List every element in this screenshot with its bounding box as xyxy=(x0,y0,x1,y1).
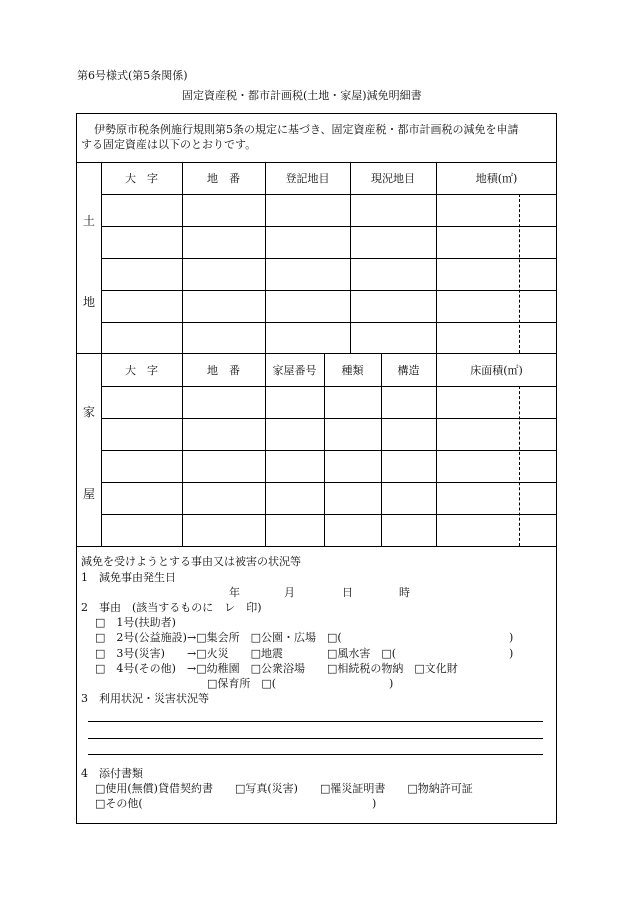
section-3-label: 3 利用状況・災害状況等 xyxy=(81,692,209,705)
date-day-label: 日 xyxy=(342,586,353,599)
section-4-label: 4 添付書類 xyxy=(81,767,143,780)
date-hour-label: 時 xyxy=(399,586,410,599)
land-row-rule xyxy=(101,226,557,227)
reason-item-1: □ 1号(扶助者) xyxy=(95,616,176,629)
house-side-label-top: 家 xyxy=(82,405,95,419)
house-row-rule xyxy=(101,482,557,483)
reason-item-2-close: ) xyxy=(509,631,514,644)
land-row-rule xyxy=(101,322,557,323)
land-side-label-bottom: 地 xyxy=(82,295,95,309)
house-side-label-bottom: 屋 xyxy=(82,487,95,501)
section-1-label: 1 減免事由発生日 xyxy=(81,571,176,584)
writing-line xyxy=(88,721,543,722)
reason-item-4-continued: □保育所 □( xyxy=(207,677,277,690)
reason-item-3: □ 3号(災害) →□火災 □地震 □風水害 □( xyxy=(95,647,397,660)
intro-line-1: 伊勢原市税条例施行規則第5条の規定に基づき、固定資産税・都市計画税の減免を申請 xyxy=(94,123,519,136)
land-header-current-category: 現況地目 xyxy=(371,172,415,185)
date-month-label: 月 xyxy=(284,586,295,599)
document-title: 固定資産税・都市計画税(土地・家屋)減免明細書 xyxy=(182,89,422,102)
reason-item-4-close: ) xyxy=(389,677,394,690)
house-header-house-number: 家屋番号 xyxy=(272,364,317,377)
house-row-rule xyxy=(101,450,557,451)
house-header-chiban: 地 番 xyxy=(207,364,240,377)
land-area-decimal-divider xyxy=(519,194,520,353)
reason-item-3-close: ) xyxy=(509,647,514,660)
attachments-other-close: ) xyxy=(372,797,377,810)
form-frame xyxy=(76,113,557,824)
form-number-label: 第6号様式(第5条関係) xyxy=(77,69,188,82)
date-year-label: 年 xyxy=(229,586,240,599)
reason-item-4: □ 4号(その他) →□幼稚園 □公衆浴場 □相続税の物納 □文化財 xyxy=(95,662,458,675)
land-side-label-top: 土 xyxy=(82,214,95,228)
land-header-rule xyxy=(101,194,557,195)
attachments-other: □その他( xyxy=(95,797,143,810)
house-header-kind: 種類 xyxy=(341,364,364,377)
land-row-rule xyxy=(101,258,557,259)
attachments-line-1: □使用(無償)貸借契約書 □写真(災害) □罹災証明書 □物納許可証 xyxy=(95,782,473,795)
reason-heading: 減免を受けようとする事由又は被害の状況等 xyxy=(81,555,301,568)
land-top-border xyxy=(76,162,557,163)
house-header-structure: 構造 xyxy=(397,364,420,377)
writing-line xyxy=(88,738,543,739)
house-row-rule xyxy=(101,514,557,515)
land-header-chiban: 地 番 xyxy=(207,172,240,185)
land-header-registered-category: 登記地目 xyxy=(285,172,330,185)
land-row-rule xyxy=(101,290,557,291)
intro-line-2: する固定資産は以下のとおりです。 xyxy=(81,138,257,151)
writing-line xyxy=(88,754,543,755)
land-header-oaza: 大 字 xyxy=(125,172,158,185)
house-header-oaza: 大 字 xyxy=(125,364,158,377)
house-header-rule xyxy=(101,386,557,387)
land-header-area: 地積(㎡) xyxy=(475,172,518,185)
house-header-floor-area: 床面積(㎡) xyxy=(470,364,523,377)
house-row-rule xyxy=(101,418,557,419)
reason-item-2: □ 2号(公益施設)→□集会所 □公園・広場 □( xyxy=(95,631,342,644)
reason-top-border xyxy=(76,546,557,547)
house-top-border xyxy=(76,353,557,354)
section-2-label: 2 事由 (該当するものに レ 印) xyxy=(81,601,262,614)
house-area-decimal-divider xyxy=(519,386,520,546)
